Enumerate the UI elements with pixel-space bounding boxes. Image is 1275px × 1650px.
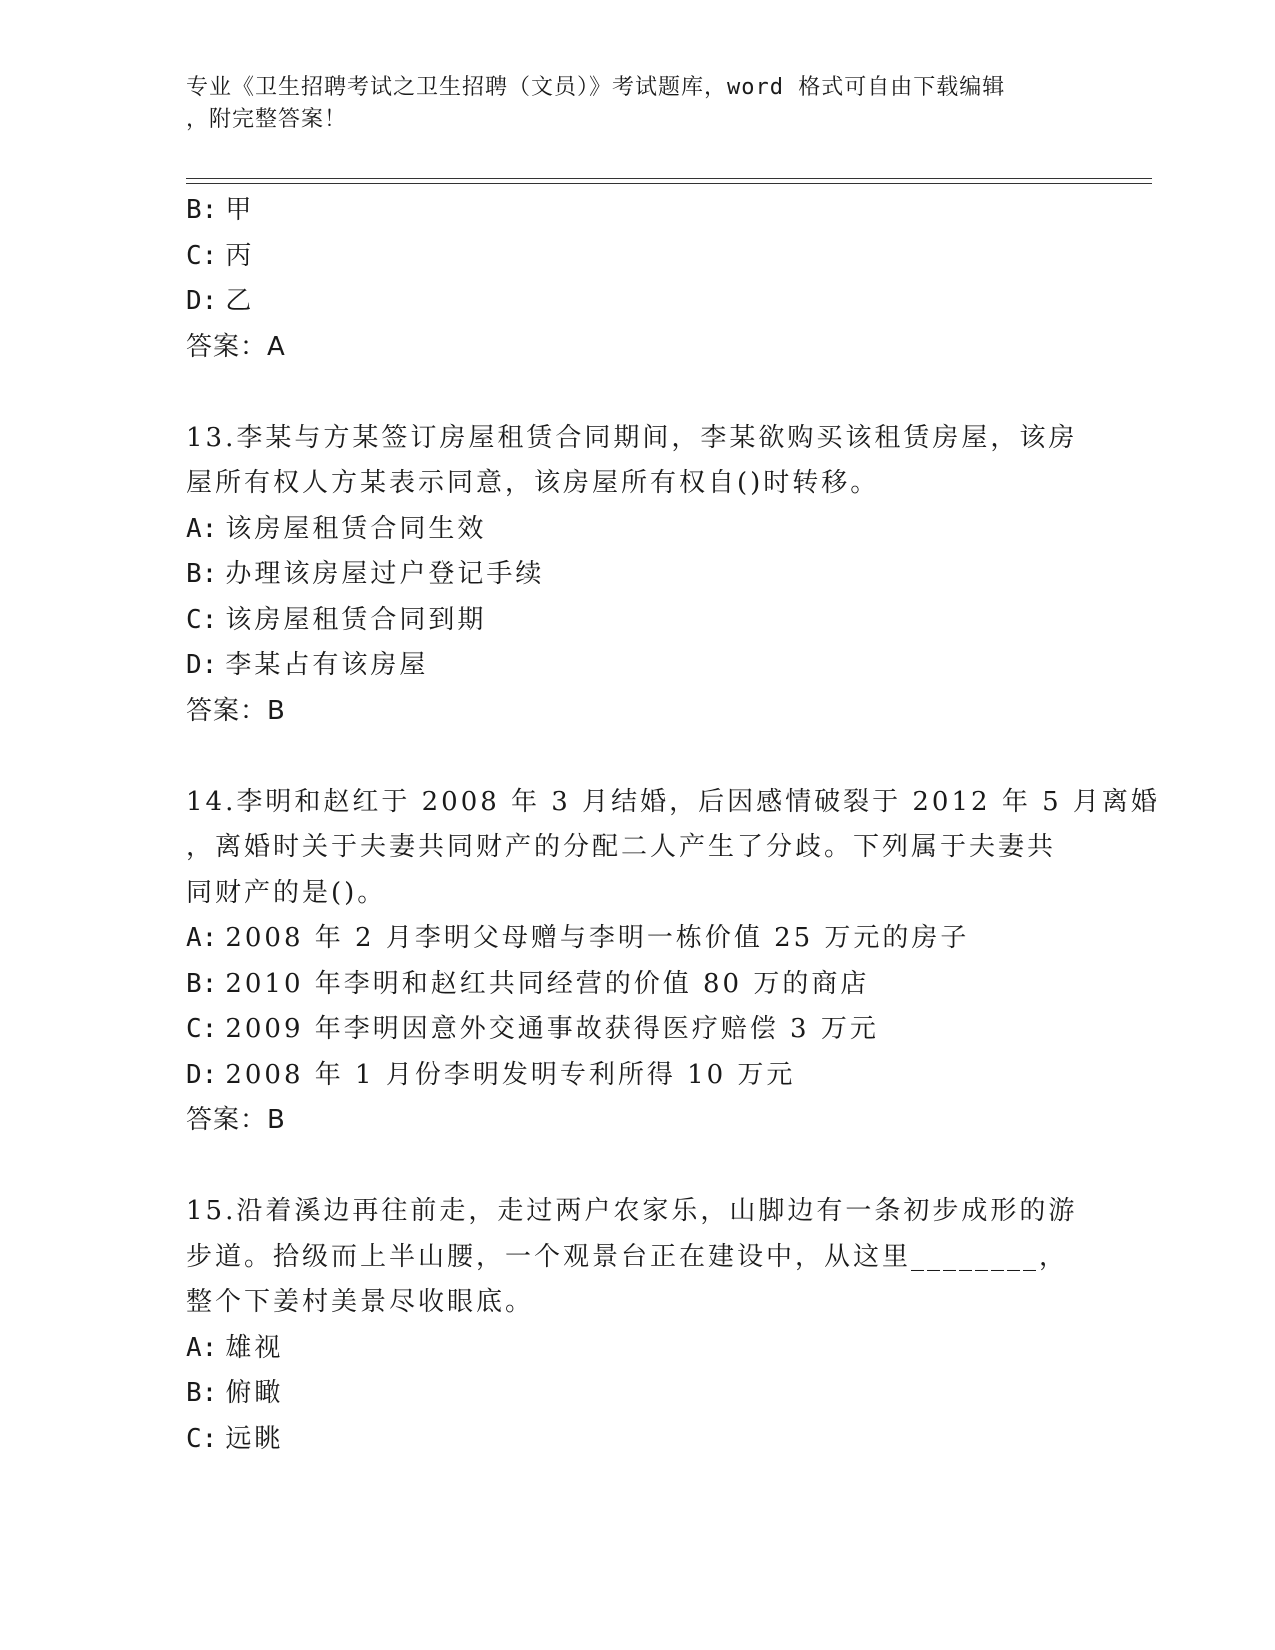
- option-d: D: 乙: [186, 286, 255, 316]
- page-header: [186, 72, 1066, 136]
- option-b: B: 2010 年李明和赵红共同经营的价值 80 万的商店: [186, 968, 870, 999]
- answer-line: 答案：B: [186, 1105, 286, 1135]
- option-c: C: 2009 年李明因意外交通事故获得医疗赔偿 3 万元: [186, 1014, 879, 1044]
- question-14: [186, 780, 1160, 1144]
- question-stem-line: 步道。拾级而上半山腰，一个观景台正在建设中，从这里________，: [186, 1241, 1069, 1272]
- question-stem-line: ，离婚时关于夫妻共同财产的分配二人产生了分歧。下列属于夫妻共: [186, 832, 1057, 862]
- option-a: A: 该房屋租赁合同生效: [186, 513, 487, 544]
- question-stem-line: 13.李某与方某签订房屋租赁合同期间，李某欲购买该租赁房屋，该房: [186, 422, 1078, 453]
- document-body: [186, 188, 1160, 1462]
- spacer: [186, 734, 1086, 780]
- option-b: B: 办理该房屋过户登记手续: [186, 559, 545, 589]
- spacer: [186, 370, 1086, 416]
- question-stem-line: 14.李明和赵红于 2008 年 3 月结婚，后因感情破裂于 2012 年 5 月离婚: [186, 786, 1160, 817]
- option-a: A: 2008 年 2 月李明父母赠与李明一栋价值 25 万元的房子: [186, 923, 970, 953]
- option-a: A: 雄视: [186, 1332, 284, 1363]
- option-d: D: 李某占有该房屋: [186, 650, 429, 680]
- option-c: C: 该房屋租赁合同到期: [186, 604, 487, 635]
- question-15: [186, 1189, 1086, 1462]
- question-13: [186, 416, 1086, 735]
- question-stem-line: 同财产的是()。: [186, 877, 387, 908]
- header-rule-top: [186, 178, 1152, 179]
- option-c: C: 丙: [186, 240, 255, 271]
- question-stem-line: 屋所有权人方某表示同意，该房屋所有权自()时转移。: [186, 468, 880, 498]
- option-c: C: 远眺: [186, 1423, 284, 1454]
- header-line-1: 专业《卫生招聘考试之卫生招聘（文员）》考试题库，word 格式可自由下载编辑: [186, 75, 1006, 100]
- answer-line: 答案：B: [186, 695, 286, 726]
- question-stem-line: 15.沿着溪边再往前走，走过两户农家乐，山脚边有一条初步成形的游: [186, 1196, 1078, 1226]
- option-b: B: 俯瞰: [186, 1378, 284, 1408]
- question-stem-line: 整个下姜村美景尽收眼底。: [186, 1287, 535, 1317]
- header-line-2: ，附完整答案！: [186, 107, 348, 132]
- answer-line: 答案：A: [186, 331, 286, 362]
- question-12-fragment: [186, 188, 1086, 370]
- header-rule-bottom: [186, 183, 1152, 184]
- spacer: [186, 1144, 1086, 1190]
- option-d: D: 2008 年 1 月份李明发明专利所得 10 万元: [186, 1059, 796, 1090]
- option-b: B: 甲: [186, 195, 255, 225]
